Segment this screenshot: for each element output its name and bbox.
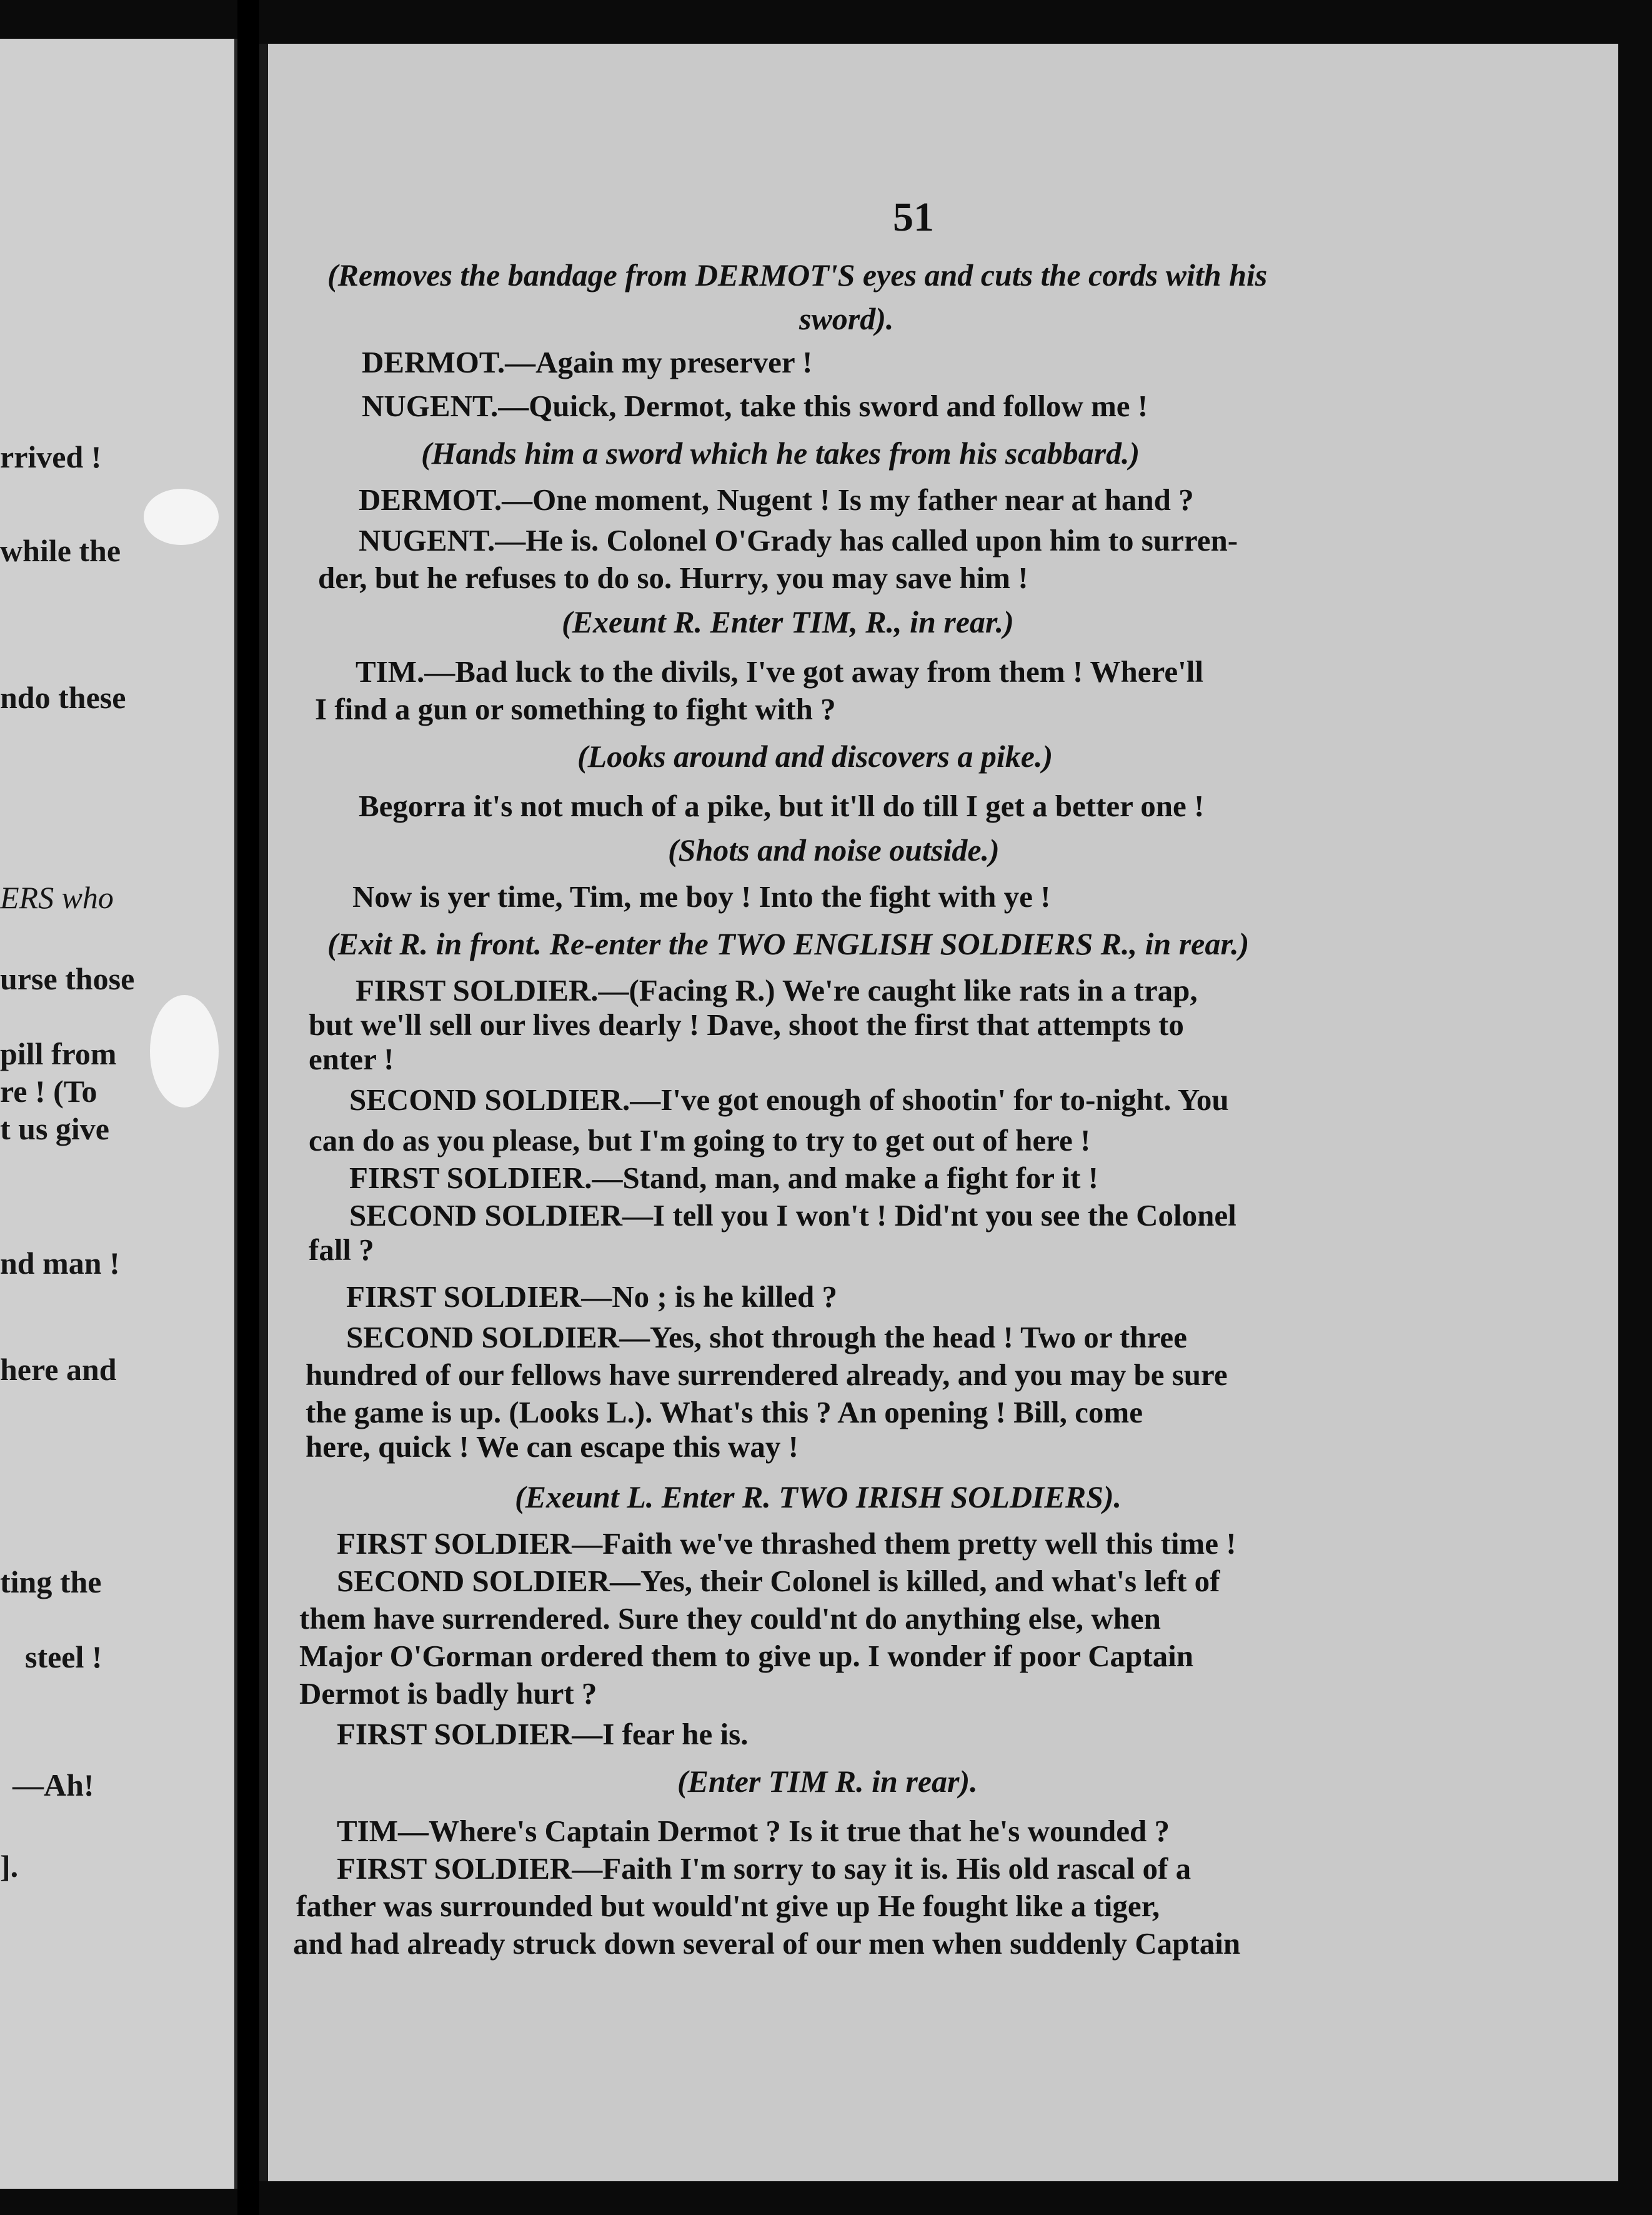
stage-direction: (Removes the bandage from DERMOT'S eyes and cuts the cords with his bbox=[327, 258, 1268, 292]
left-page-fragment: nd man ! bbox=[0, 1246, 120, 1281]
dialogue-line: SECOND SOLDIER—I tell you I won't ! Did'nt you see the Colonel bbox=[349, 1198, 1237, 1232]
stage-direction: sword). bbox=[799, 301, 894, 336]
left-page-fragment: ERS who bbox=[0, 880, 114, 915]
left-page-fragment: here and bbox=[0, 1352, 117, 1387]
stage-direction: (Exit R. in front. Re-enter the TWO ENGLISH SOLDIERS R., in rear.) bbox=[327, 926, 1250, 961]
dialogue-line: can do as you please, but I'm going to try to get out of here ! bbox=[309, 1123, 1091, 1158]
dialogue-line: father was surrounded but would'nt give up He fought like a tiger, bbox=[296, 1889, 1160, 1923]
dialogue-line: them have surrendered. Sure they could'nt do anything else, when bbox=[299, 1601, 1161, 1636]
dialogue-line: FIRST SOLDIER.—(Facing R.) We're caught like rats in a trap, bbox=[356, 973, 1198, 1008]
dialogue-line: NUGENT.—Quick, Dermot, take this sword and follow me ! bbox=[362, 389, 1148, 423]
dialogue-line: SECOND SOLDIER—Yes, shot through the head ! Two or three bbox=[346, 1320, 1187, 1354]
dialogue-line: fall ? bbox=[309, 1232, 374, 1267]
dialogue-line: FIRST SOLDIER—Faith I'm sorry to say it is. His old rascal of a bbox=[337, 1851, 1192, 1886]
book-page bbox=[259, 44, 1618, 2181]
dialogue-line: the game is up. (Looks L.). What's this ? An opening ! Bill, come bbox=[306, 1395, 1143, 1429]
dialogue-line: FIRST SOLDIER—Faith we've thrashed them pretty well this time ! bbox=[337, 1526, 1237, 1561]
dialogue-line: Now is yer time, Tim, me boy ! Into the fight with ye ! bbox=[352, 879, 1051, 914]
page-number: 51 bbox=[893, 194, 934, 240]
paper-damage-spot bbox=[150, 995, 219, 1108]
stage-direction: (Exeunt L. Enter R. TWO IRISH SOLDIERS). bbox=[515, 1479, 1122, 1514]
left-page-fragment: —Ah! bbox=[12, 1768, 94, 1802]
stage-direction: (Exeunt R. Enter TIM, R., in rear.) bbox=[562, 604, 1014, 639]
dialogue-line: der, but he refuses to do so. Hurry, you may save him ! bbox=[318, 561, 1028, 595]
left-facing-page bbox=[0, 39, 238, 2189]
left-page-fragment: t us give bbox=[0, 1111, 109, 1146]
left-page-fragment: ]. bbox=[0, 1849, 19, 1884]
dialogue-line: Begorra it's not much of a pike, but it'll do till I get a better one ! bbox=[359, 789, 1205, 823]
stage-direction: (Enter TIM R. in rear). bbox=[677, 1764, 978, 1799]
dialogue-line: Major O'Gorman ordered them to give up. I wonder if poor Captain bbox=[299, 1639, 1193, 1673]
paper-damage-spot bbox=[144, 489, 219, 545]
dialogue-line: SECOND SOLDIER.—I've got enough of shootin' for to-night. You bbox=[349, 1082, 1229, 1117]
left-page-fragment: pill from bbox=[0, 1036, 117, 1071]
left-page-fragment: re ! (To bbox=[0, 1074, 97, 1109]
left-page-fragment: steel ! bbox=[25, 1639, 102, 1674]
book-gutter bbox=[237, 0, 259, 2215]
dialogue-line: but we'll sell our lives dearly ! Dave, shoot the first that attempts to bbox=[309, 1008, 1184, 1042]
stage-direction: (Looks around and discovers a pike.) bbox=[577, 739, 1053, 774]
dialogue-line: SECOND SOLDIER—Yes, their Colonel is killed, and what's left of bbox=[337, 1564, 1220, 1598]
left-page-fragment: ndo these bbox=[0, 680, 126, 715]
dialogue-line: and had already struck down several of our men when suddenly Captain bbox=[293, 1926, 1241, 1961]
dialogue-line: here, quick ! We can escape this way ! bbox=[306, 1429, 799, 1464]
dialogue-line: FIRST SOLDIER.—Stand, man, and make a fight for it ! bbox=[349, 1161, 1098, 1195]
dialogue-line: enter ! bbox=[309, 1042, 394, 1076]
left-page-fragment: while the bbox=[0, 533, 121, 568]
dialogue-line: hundred of our fellows have surrendered already, and you may be sure bbox=[306, 1358, 1228, 1392]
dialogue-line: Dermot is badly hurt ? bbox=[299, 1676, 597, 1711]
stage-direction: (Shots and noise outside.) bbox=[668, 832, 1000, 868]
left-page-fragment: rrived ! bbox=[0, 439, 102, 474]
left-page-fragment: ting the bbox=[0, 1564, 102, 1599]
dialogue-line: FIRST SOLDIER—I fear he is. bbox=[337, 1717, 749, 1751]
dialogue-line: FIRST SOLDIER—No ; is he killed ? bbox=[346, 1279, 837, 1314]
left-page-fragment: urse those bbox=[0, 961, 135, 996]
dialogue-line: DERMOT.—Again my preserver ! bbox=[362, 345, 813, 379]
dialogue-line: DERMOT.—One moment, Nugent ! Is my father near at hand ? bbox=[359, 482, 1194, 517]
stage-direction: (Hands him a sword which he takes from his scabbard.) bbox=[421, 436, 1140, 471]
dialogue-line: NUGENT.—He is. Colonel O'Grady has called upon him to surren- bbox=[359, 523, 1238, 558]
dialogue-line: TIM—Where's Captain Dermot ? Is it true that he's wounded ? bbox=[337, 1814, 1170, 1848]
dialogue-line: TIM.—Bad luck to the divils, I've got away from them ! Where'll bbox=[356, 654, 1203, 689]
dialogue-line: I find a gun or something to fight with ? bbox=[315, 692, 836, 726]
